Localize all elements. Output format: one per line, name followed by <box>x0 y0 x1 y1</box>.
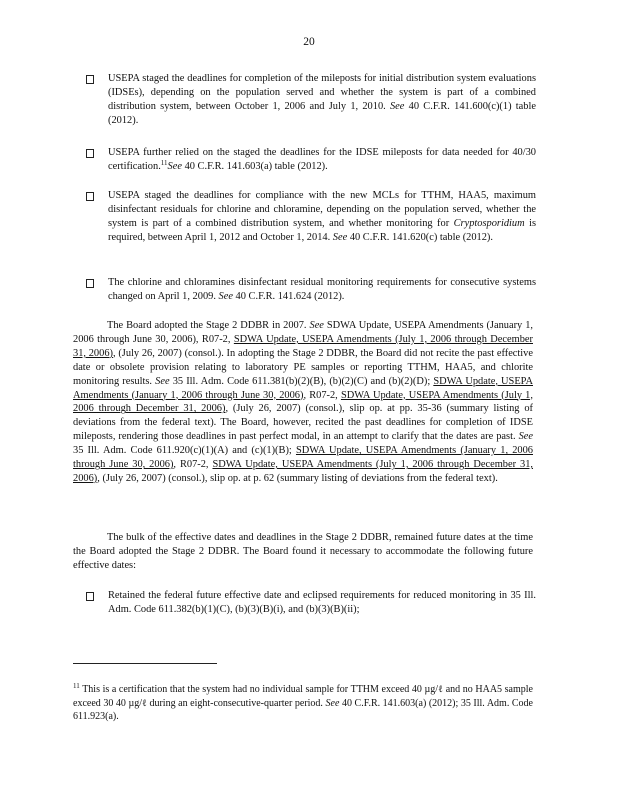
italic-term: Cryptosporidium <box>453 217 525 229</box>
footnote-separator <box>73 663 217 664</box>
bullet-box-icon <box>86 75 94 84</box>
citation: 40 C.F.R. 141.603(a) table (2012). <box>181 160 328 172</box>
bullet-text: is required, between April 1, 2012 and October 1, 2014. <box>108 217 537 243</box>
citation: 40 C.F.R. 141.603(a) (2012); 35 Ill. Adm. Code 611.923(a). <box>73 697 533 723</box>
case-citation: SDWA Update, USEPA Amendments (January 1, 2006 through June 30, 2006) <box>73 375 533 401</box>
page-number: 20 <box>303 36 315 48</box>
see-signal: See <box>332 231 348 243</box>
footnote-11 <box>73 683 533 724</box>
bullet-box-icon <box>86 149 94 158</box>
see-signal: See <box>389 100 405 112</box>
paragraph-future-dates: The bulk of the effective dates and deadlines in the Stage 2 DDBR, remained future dates at the time the Board adopted the Stage 2 DDBR. The Board found it necessary to accommodate the following future effective dates: <box>73 532 533 571</box>
citation: 40 C.F.R. 141.600(c)(1) table (2012). <box>108 100 536 126</box>
citation: 40 C.F.R. 141.620(c) table (2012). <box>347 231 493 243</box>
see-signal: See <box>309 320 324 331</box>
bullet-text: USEPA staged the deadlines for compliance with the new MCLs for TTHM, HAA5, maximum disinfectant residuals for chlorine and chloramine, depending on the population served, whether the system is part of a combined distribution system, and whether monitoring for <box>108 190 536 229</box>
paragraph-board-adoption: The Board adopted the Stage 2 DDBR in 2007. See SDWA Update, USEPA Amendments (January 1, 2006 through June 30, 2006), R07-2, SDWA Update, USEPA Amendments (July 1, 2006 through December 31, 2006), (July 26, 2007) (consol.). In adopting the Stage 2 DDBR, the Board did not recite the past effective date or obsolete provision relating to laboratory PE samples or reporting TTHM, HAA5, and chlorite monitoring results. See 35 Ill. Adm. Code 611.381(b)(2)(B), (b)(2)(C) and (b)(2)(D); SDWA Update, USEPA Amendments (January 1, 2006 through June 30, 2006), R07-2, SDWA Update, USEPA Amendments (July 1, 2006 through December 31, 2006), (July 26, 2007) (consol.), slip op. at pp. 35-36 (summary listing of deviations from the federal text). The Board, however, recited the past deadlines for completion of IDSE mileposts, rendering those deadlines in past perfect modal, in an attempt to clarify that the dates are past. See 35 Ill. Adm. Code 611.920(c)(1)(A) and (c)(1)(B); SDWA Update, USEPA Amendments (January 1, 2006 through June 30, 2006), R07-2, SDWA Update, USEPA Amendments (July 1, 2006 through December 31, 2006), (July 26, 2007) (consol.), slip op. at p. 62 (summary listing of deviations from the federal text). <box>73 320 534 484</box>
bullet-box-icon <box>86 592 94 601</box>
footnote-number: 11 <box>73 682 80 690</box>
bullet-text: USEPA staged the deadlines for completion of the mileposts for initial distribution system evaluations (IDSEs), depending on the population served and whether the system is part of a combined distribution system, between October 1, 2006 and July 1, 2010. <box>108 73 536 112</box>
footnote-ref: 11 <box>160 158 168 167</box>
bullet-mcl-compliance <box>86 189 536 245</box>
case-citation: SDWA Update, USEPA Amendments (July 1, 2006 through December 31, 2006) <box>73 389 533 415</box>
see-signal: See <box>167 160 182 172</box>
bullet-text: USEPA further relied on the staged the deadlines for the IDSE mileposts for data needed for 40/30 certification. <box>108 147 536 172</box>
see-signal: See <box>518 431 533 443</box>
bullet-retained-dates <box>86 589 536 617</box>
bullet-box-icon <box>86 192 94 201</box>
see-signal: See <box>155 375 170 387</box>
citation: 40 C.F.R. 141.624 (2012). <box>232 290 345 302</box>
bullet-idse-certification <box>86 146 536 174</box>
footnote-text: This is a certification that the system had no individual sample for TTHM exceed 40 µg/ℓ and no HAA5 sample exceed 30 40 µg/ℓ during an eight-consecutive-quarter period. <box>73 684 533 709</box>
case-citation: SDWA Update, USEPA Amendments (January 1, 2006 through June 30, 2006) <box>73 445 533 471</box>
bullet-idse-deadlines <box>86 72 536 128</box>
see-signal: See <box>218 290 233 302</box>
see-signal: See <box>325 697 340 709</box>
case-citation: SDWA Update, USEPA Amendments (July 1, 2006 through December 31, 2006) <box>73 459 533 484</box>
bullet-consecutive-systems <box>86 276 536 304</box>
bullet-text: The chlorine and chloramines disinfectant residual monitoring requirements for consecutive systems changed on April 1, 2009. <box>108 277 536 302</box>
case-citation: SDWA Update, USEPA Amendments (July 1, 2006 through December 31, 2006) <box>73 333 533 359</box>
bullet-box-icon <box>86 279 94 288</box>
bullet-text: Retained the federal future effective date and eclipsed requirements for reduced monitoring in 35 Ill. Adm. Code 611.382(b)(1)(C), (b)(3)(B)(i), and (b)(3)(B)(ii); <box>108 590 536 615</box>
